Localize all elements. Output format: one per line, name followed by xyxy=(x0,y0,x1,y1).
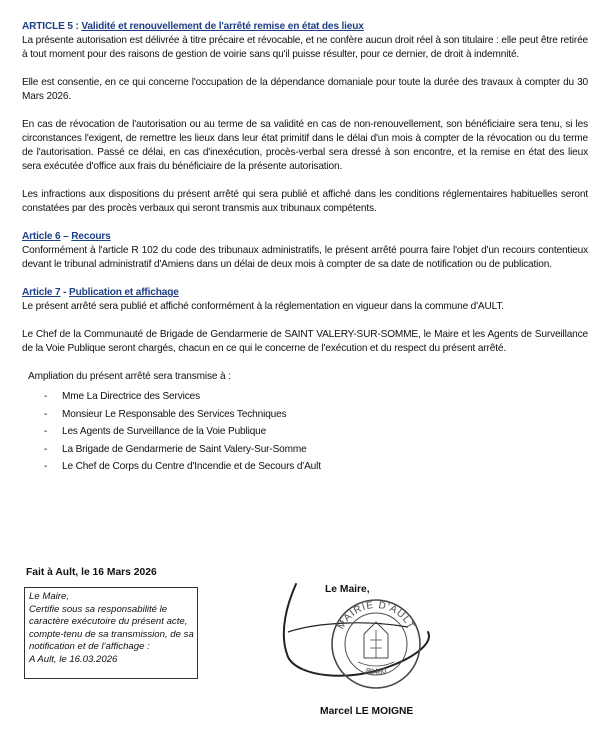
article-7-title: Publication et affichage xyxy=(69,287,179,298)
mayor-label: Le Maire, xyxy=(325,584,370,595)
mayor-name: Marcel LE MOIGNE xyxy=(320,706,414,717)
distribution-item: - Monsieur Le Responsable des Services Techniques xyxy=(44,408,287,420)
distribution-item: - Mme La Directrice des Services xyxy=(44,391,200,402)
distribution-item: - Les Agents de Surveillance de la Voie Publique xyxy=(44,426,267,437)
article-5-paragraph-2: Elle est consentie, en ce qui concerne l'occupation de la dépendance domaniale pour toute la durée des travaux à compter du 30 Mars 2026. xyxy=(22,77,588,102)
place-and-date: Fait à Ault, le 16 Mars 2026 xyxy=(26,567,157,578)
article-6-heading: Article 6 – Recours xyxy=(22,231,111,242)
distribution-item: - La Brigade de Gendarmerie de Saint Valery-Sur-Somme xyxy=(44,443,307,455)
svg-text:80460: 80460 xyxy=(364,666,388,677)
article-6-paragraph-1: Conformément à l'article R 102 du code des tribunaux administratifs, le présent arrêté pourra faire l'objet d'un recours contentieux devant le tribunal administratif d'Amiens dans un délai de deux mois à compter de sa date de notification ou de publication. xyxy=(22,245,588,270)
distribution-item: - Le Chef de Corps du Centre d'Incendie et de Secours d'Ault xyxy=(44,461,321,472)
article-7-paragraph-2: Le Chef de la Communauté de Brigade de Gendarmerie de SAINT VALERY-SUR-SOMME, le Maire et les Agents de Surveillance de la Voie Publique seront chargés, chacun en ce qui le concerne de l'exécution et du respect du présent arrêté. xyxy=(22,329,588,354)
article-7-label: Article 7 xyxy=(22,287,61,298)
article-5-paragraph-1: La présente autorisation est délivrée à titre précaire et révocable, et ne confère aucun droit réel à son titulaire : elle peut être retirée à tout moment pour des raisons de gestion de voirie sans qu'il puisse résulter, pour ce dernier, de droit à indemnité. xyxy=(22,35,588,60)
article-7-paragraph-1: Le présent arrêté sera publié et affiché conformément à la réglementation en vigueur dans la commune d'AULT. xyxy=(22,301,504,312)
document-body xyxy=(22,20,588,476)
article-7-heading: Article 7 - Publication et affichage xyxy=(22,287,179,298)
certification-box: Le Maire, Certifie sous sa responsabilité le caractère exécutoire du présent acte, compte-tenu de sa transmission, de sa notification et de l'affichage : A Ault, le 16.03.2026 xyxy=(24,587,198,679)
article-6-title: Recours xyxy=(71,231,111,242)
distribution-list xyxy=(22,388,588,476)
article-5-paragraph-4: Les infractions aux dispositions du présent arrêté qui sera publié et affiché dans les conditions réglementaires habituelles seront constatées par des procès verbaux qui seront transmis aux tribunaux compétents. xyxy=(22,189,588,214)
article-5-title: Validité et renouvellement de l'arrêté remise en état des lieux xyxy=(81,21,364,32)
article-6-label: Article 6 xyxy=(22,231,61,242)
article-5-paragraph-3: En cas de révocation de l'autorisation ou au terme de sa validité en cas de non-renouvellement, son bénéficiaire sera tenu, si les circonstances l'exigent, de remettre les lieux dans leur état primitif dans le délai d'un mois à compter de la révocation ou du terme de l'autorisation. Passé ce délai, en cas d'inexécution, procès-verbal sera dressé à son encontre, et la remise en état des lieux sera exécutée d'office aux frais du bénéficiaire de la présente autorisation. xyxy=(22,119,588,172)
svg-text:MAIRIE D'AULT: MAIRIE D'AULT xyxy=(335,599,417,632)
article-5-label: ARTICLE 5 : xyxy=(22,21,82,32)
ampliation-intro: Ampliation du présent arrêté sera transmise à : xyxy=(28,371,231,382)
article-5-heading xyxy=(22,20,588,34)
